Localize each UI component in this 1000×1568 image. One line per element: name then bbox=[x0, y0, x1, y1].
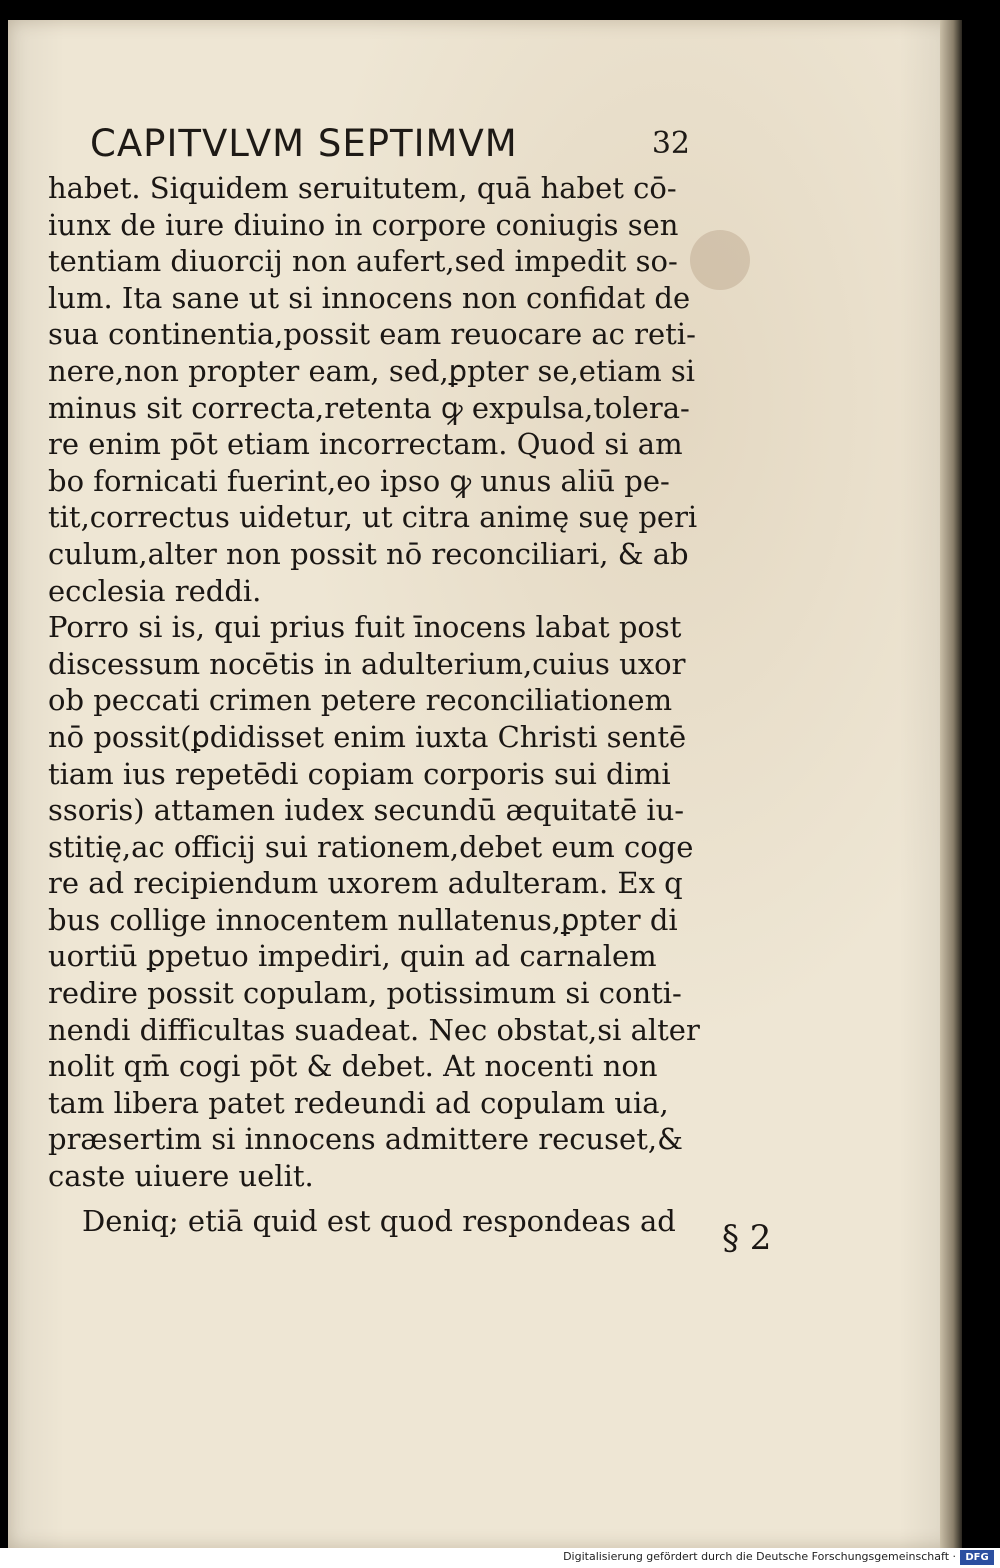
text-line: sua continentia,possit eam reuocare ac reti- bbox=[48, 317, 696, 352]
text-line: præsertim si innocens admittere recuset,& bbox=[48, 1122, 683, 1157]
text-line: nere,non propter eam, sed,ꝑpter se,etiam si bbox=[48, 353, 696, 388]
marginal-note: § 2 bbox=[722, 1218, 772, 1258]
paper-stain bbox=[690, 230, 750, 290]
body-text bbox=[48, 170, 700, 1239]
footer-credit: Digitalisierung gefördert durch die Deutsche Forschungsgemeinschaft · bbox=[563, 1550, 956, 1563]
text-line: re enim pōt etiam incorrectam. Quod si am bbox=[48, 427, 683, 462]
text-line: ob peccati crimen petere reconciliationem bbox=[48, 683, 673, 718]
page-header bbox=[90, 122, 690, 168]
text-line: ssoris) attamen iudex secundū æquitatē iu- bbox=[48, 793, 685, 828]
text-line: nendi difficultas suadeat. Nec obstat,si alter bbox=[48, 1012, 700, 1047]
text-line: redire possit copulam, potissimum si conti- bbox=[48, 976, 682, 1011]
text-line: re ad recipiendum uxorem adulteram. Ex q bbox=[48, 866, 683, 901]
dfg-logo-icon: DFG bbox=[960, 1550, 994, 1565]
text-line: ecclesia reddi. bbox=[48, 573, 262, 608]
running-head: CAPITVLVM SEPTIMVM bbox=[90, 122, 518, 165]
text-line: tit,correctus uidetur, ut citra animę suę peri bbox=[48, 500, 698, 535]
page-edge bbox=[940, 20, 962, 1548]
text-line: Porro si is, qui prius fuit īnocens labat post bbox=[48, 610, 682, 645]
text-line: culum,alter non possit nō reconciliari, & ab bbox=[48, 536, 689, 571]
text-line: caste uiuere uelit. bbox=[48, 1159, 314, 1194]
text-line: tam libera patet redeundi ad copulam uia, bbox=[48, 1085, 669, 1120]
text-line: stitię,ac officij sui rationem,debet eum coge bbox=[48, 829, 694, 864]
text-line: uortiū ꝑpetuo impediri, quin ad carnalem bbox=[48, 939, 657, 974]
text-line: tiam ius repetēdi copiam corporis sui dimi bbox=[48, 756, 671, 791]
text-line: Deniq; etiā quid est quod respondeas ad bbox=[82, 1203, 676, 1238]
folio-number: 32 bbox=[651, 126, 690, 161]
text-line: tentiam diuorcij non aufert,sed impedit so- bbox=[48, 244, 678, 279]
text-line: bus collige innocentem nullatenus,ꝑpter di bbox=[48, 902, 678, 937]
text-line: minus sit correcta,retenta ꝙ expulsa,tolera- bbox=[48, 390, 690, 425]
text-line: lum. Ita sane ut si innocens non confidat de bbox=[48, 280, 691, 315]
footer-bar bbox=[0, 1548, 1000, 1568]
text-line: discessum nocētis in adulterium,cuius uxor bbox=[48, 646, 686, 681]
text-line: iunx de iure diuino in corpore coniugis sen bbox=[48, 207, 679, 242]
text-line: nolit qm̄ cogi pōt & debet. At nocenti non bbox=[48, 1049, 658, 1084]
text-line: nō possit(ꝑdidisset enim iuxta Christi sentē bbox=[48, 719, 687, 754]
text-line: bo fornicati fuerint,eo ipso ꝙ unus aliū pe- bbox=[48, 463, 670, 498]
text-line: habet. Siquidem seruitutem, quā habet cō- bbox=[48, 171, 677, 205]
